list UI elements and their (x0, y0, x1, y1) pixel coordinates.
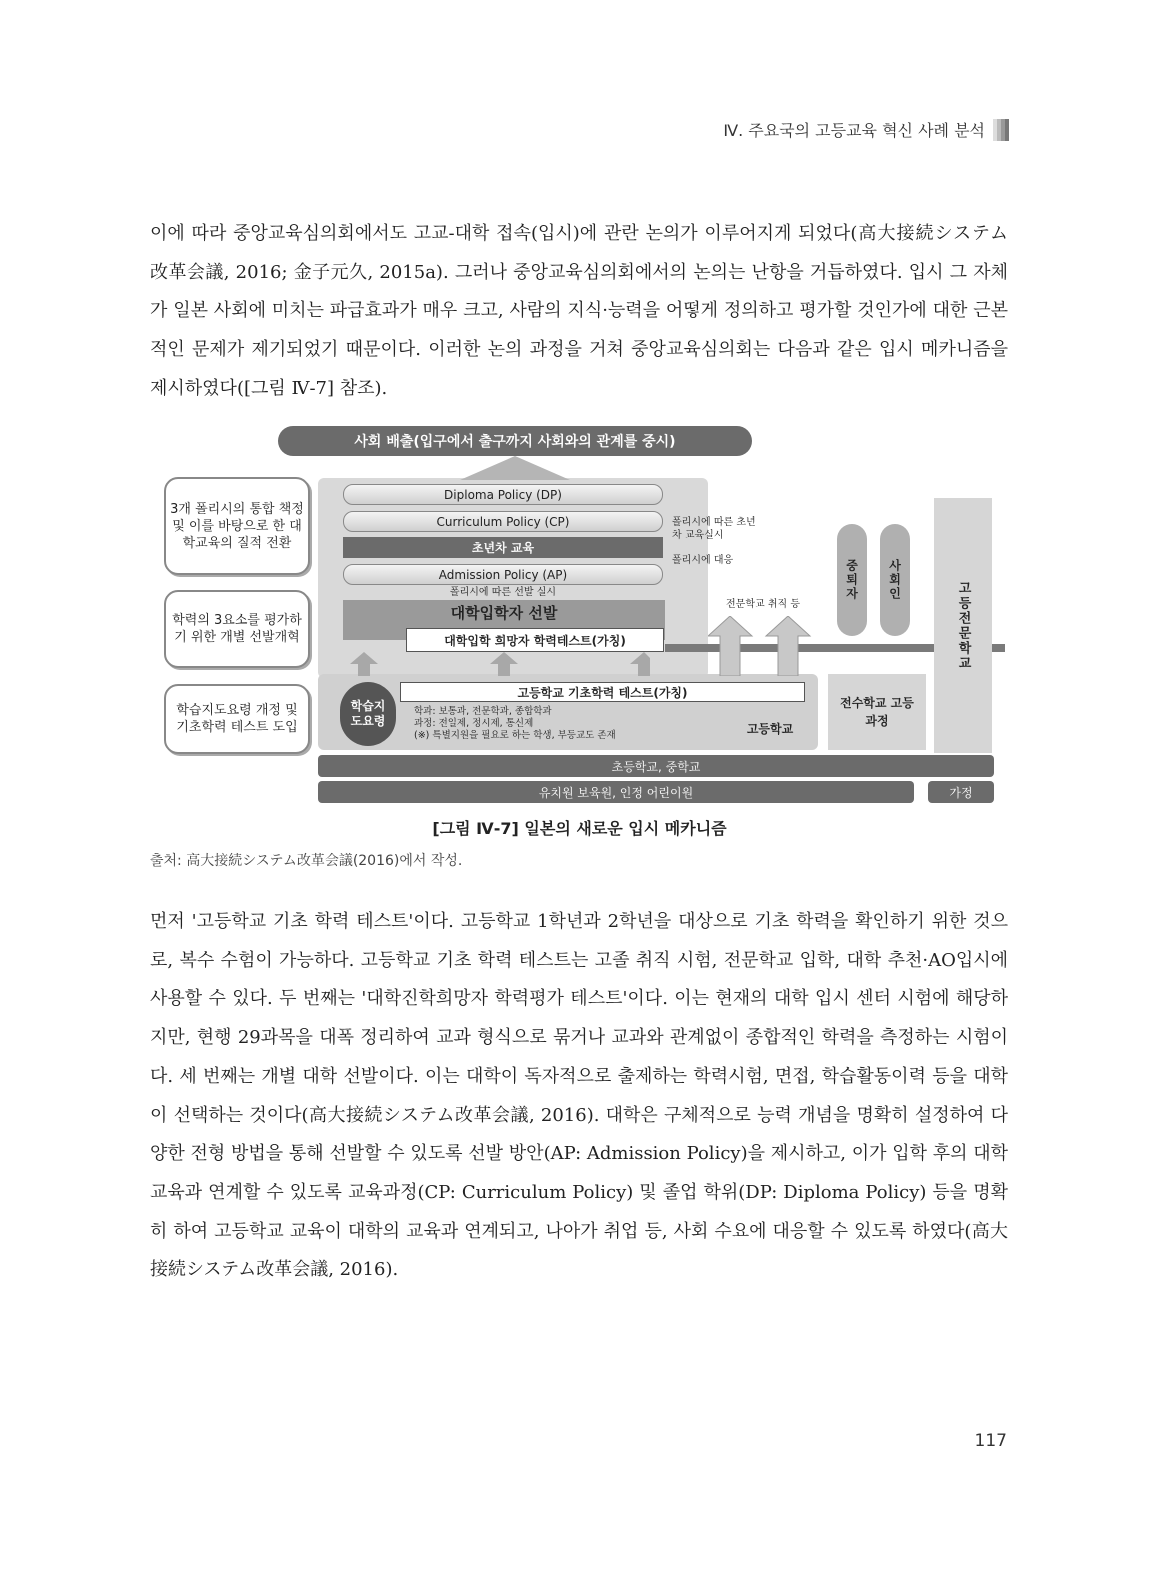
policy-note-first-year: 폴리시에 따른 초년차 교육실시 (672, 517, 756, 541)
high-school-label: 고등학교 (746, 721, 794, 736)
high-school-details (414, 706, 714, 742)
body-paragraph-2: 먼저 '고등학교 기초 학력 테스트'이다. 고등학교 1학년과 2학년을 대상으로 기초 학력을 확인하기 위한 것으로, 복수 수험이 가능하다. 고등학교 기초 학력 테스트는 고졸 취직 시험, 전문학교 입학, 대학 추천·AO입시에 사용할 수 있다. 두 번째는 '대학진학희망자 학력평가 테스트'이다. 이는 현재의 대학 입시 센터 시험에 해당하지만, 현행 29과목을 대폭 정리하여 교과 형식으로 묶거나 교과와 관계없이 종합적인 학력을 측정하는 시험이다. 세 번째는 개별 대학 선발이다. 이는 대학이 독자적으로 출제하는 학력시험, 면접, 학습활동이력 등을 대학이 선택하는 것이다(高大接続システム改革会議, 2016). 대학은 구체적으로 능력 개념을 명확히 설정하여 다양한 전형 방법을 통해 선발할 수 있도록 선발 방안(AP: Admission Policy)을 제시하고, 이가 입학 후의 대학 교육과 연계할 수 있도록 교육과정(CP: Curriculum Policy) 및 졸업 학위(DP: Diploma Policy) 등을 명확히 하여 고등학교 교육이 대학의 교육과 연계되고, 나아가 취업 등, 사회 수요에 대응할 수 있도록 하였다(高大接続システム改革会議, 2016). (150, 911, 1008, 1281)
dropout-oval: 중퇴자 (837, 524, 867, 636)
kindergarten-bar: 유치원 보육원, 인정 어린이원 (318, 781, 914, 803)
admission-mechanism-diagram (160, 420, 1010, 808)
employment-arrows-icon (708, 616, 818, 676)
running-header (723, 118, 1009, 141)
header-bar-decoration (993, 119, 1009, 141)
body-paragraph-1: 이에 따라 중앙교육심의회에서도 고교-대학 접속(입시)에 관란 논의가 이루어지게 되었다(高大接続システム改革会議, 2016; 金子元久, 2015a). 그러나 중앙교육심의회에서의 논의는 난항을 거듭하였다. 입시 그 자체가 일본 사회에 미치는 파급효과가 매우 크고, 사람의 지식·능력을 어떻게 정의하고 평가할 것인가에 대한 근본적인 문제가 제기되었기 때문이다. 이러한 논의 과정을 거쳐 중앙교육심의회는 다음과 같은 입시 메카니즘을 제시하였다([그림 Ⅳ-7] 참조). (150, 223, 1008, 399)
admission-policy: Admission Policy (AP) (343, 564, 663, 585)
callout-selection: 학력의 3요소를 평가하기 위한 개별 선발개혁 (164, 590, 310, 668)
header-title: Ⅳ. 주요국의 고등교육 혁신 사례 분석 (723, 121, 985, 140)
specialized-training-course: 전수학교 고등과정 (828, 674, 926, 750)
elementary-middle-school-bar: 초등학교, 중학교 (318, 755, 994, 777)
society-oval: 사회인 (880, 524, 910, 636)
college-of-technology: 고등전문학교 (934, 498, 992, 753)
callout-guideline: 학습지도요령 개정 및 기초학력 테스트 도입 (164, 684, 310, 754)
figure-source: 출처: 高大接続システム改革会議(2016)에서 작성. (150, 853, 463, 869)
hs-detail-line: 과정: 전일제, 정시제, 통신제 (414, 718, 534, 729)
home-bar: 가정 (928, 781, 994, 803)
high-school-basic-test: 고등학교 기초학력 테스트(가칭) (400, 682, 805, 702)
admission-policy-note: 폴리시에 따른 선발 실시 (449, 586, 557, 598)
hs-detail-line: (※) 특별지원을 필요로 하는 학생, 부등교도 존재 (414, 730, 616, 741)
first-year-education: 초년차 교육 (343, 537, 663, 558)
hs-up-arrows-icon (350, 652, 650, 676)
university-applicant-test: 대학입학 희망자 학력테스트(가칭) (406, 628, 664, 652)
policy-note-correspond: 폴리시에 대응 (672, 554, 734, 566)
callout-policies: 3개 폴리시의 통합 책정 및 이를 바탕으로 한 대학교육의 질적 전환 (164, 477, 310, 575)
page-number: 117 (974, 1431, 1007, 1451)
employment-label: 전문학교 취직 등 (726, 598, 800, 610)
top-banner: 사회 배출(입구에서 출구까지 사회와의 관계를 중시) (278, 426, 752, 456)
diploma-policy: Diploma Policy (DP) (343, 484, 663, 505)
university-selection: 대학입학자 선발 (343, 600, 665, 640)
learning-guideline: 학습지도요령 (340, 682, 396, 746)
figure-caption: [그림 Ⅳ-7] 일본의 새로운 입시 메카니즘 (432, 819, 727, 838)
up-arrow-icon (460, 456, 570, 480)
hs-detail-line: 학과: 보통과, 전문학과, 종합학과 (414, 706, 552, 717)
curriculum-policy: Curriculum Policy (CP) (343, 511, 663, 532)
